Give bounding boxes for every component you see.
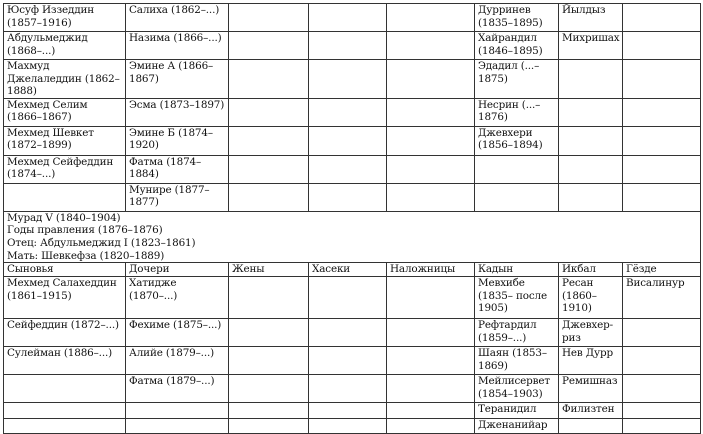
upper-cell-daughters: Салиха (1862–...) xyxy=(126,4,229,32)
upper-cell-gozde xyxy=(623,126,701,155)
sultan-name: Мурад V (1840–1904) xyxy=(7,211,121,224)
upper-cell-sons: Мехмед Шевкет (1872–1899) xyxy=(4,126,126,155)
lower-row xyxy=(4,319,701,347)
lower-cell-ikbal: Нев Дурр xyxy=(559,347,623,375)
upper-cell-wives xyxy=(229,155,309,183)
sultan-info-cell xyxy=(4,211,701,262)
upper-cell-daughters: Фатма (1874–1884) xyxy=(126,155,229,183)
lower-cell-concubines xyxy=(387,375,475,403)
lower-cell-sons: Сулейман (1886–...) xyxy=(4,347,126,375)
upper-row xyxy=(4,183,701,211)
upper-cell-concubines xyxy=(387,155,475,183)
upper-cell-sons: Абдульмеджид (1868–...) xyxy=(4,32,126,60)
lower-cell-ikbal: Джевхер-риз xyxy=(559,319,623,347)
lower-cell-daughters: Алийе (1879–...) xyxy=(126,347,229,375)
lower-cell-haseki xyxy=(309,375,387,403)
upper-cell-wives xyxy=(229,98,309,126)
upper-cell-concubines xyxy=(387,60,475,99)
upper-cell-gozde xyxy=(623,183,701,211)
lower-cell-concubines xyxy=(387,403,475,419)
lower-cell-haseki xyxy=(309,403,387,419)
header-ikbal: Икбал xyxy=(559,263,623,277)
upper-cell-kadin xyxy=(475,155,559,183)
upper-cell-wives xyxy=(229,183,309,211)
lower-cell-concubines xyxy=(387,277,475,319)
header-haseki: Хасеки xyxy=(309,263,387,277)
sultan-mother: Мать: Шевкефза (1820–1889) xyxy=(7,249,165,262)
lower-cell-haseki xyxy=(309,319,387,347)
lower-row xyxy=(4,375,701,403)
upper-row xyxy=(4,4,701,32)
upper-cell-kadin: Дурринев (1835–1895) xyxy=(475,4,559,32)
genealogy-table xyxy=(3,3,701,434)
lower-cell-sons xyxy=(4,403,126,419)
upper-row xyxy=(4,98,701,126)
upper-cell-kadin xyxy=(475,183,559,211)
lower-cell-kadin: Теранидил xyxy=(475,403,559,419)
lower-cell-kadin: Рефтардил (1859–...) xyxy=(475,319,559,347)
lower-row xyxy=(4,419,701,434)
header-sons: Сыновья xyxy=(4,263,126,277)
lower-cell-wives xyxy=(229,403,309,419)
lower-cell-gozde xyxy=(623,319,701,347)
lower-cell-kadin: Шаян (1853–1869) xyxy=(475,347,559,375)
upper-cell-concubines xyxy=(387,183,475,211)
upper-cell-ikbal xyxy=(559,183,623,211)
lower-cell-sons: Сейфеддин (1872–...) xyxy=(4,319,126,347)
lower-cell-wives xyxy=(229,347,309,375)
lower-cell-daughters xyxy=(126,419,229,434)
upper-cell-ikbal: Йылдыз xyxy=(559,4,623,32)
lower-row xyxy=(4,277,701,319)
lower-cell-ikbal: Ресан (1860–1910) xyxy=(559,277,623,319)
upper-cell-ikbal xyxy=(559,126,623,155)
lower-cell-sons xyxy=(4,375,126,403)
upper-row xyxy=(4,32,701,60)
upper-cell-daughters: Назима (1866–...) xyxy=(126,32,229,60)
upper-cell-daughters: Эмине А (1866–1867) xyxy=(126,60,229,99)
upper-cell-ikbal xyxy=(559,98,623,126)
upper-cell-concubines xyxy=(387,4,475,32)
lower-cell-haseki xyxy=(309,419,387,434)
upper-cell-ikbal: Михришах xyxy=(559,32,623,60)
upper-cell-ikbal xyxy=(559,60,623,99)
upper-row xyxy=(4,60,701,99)
lower-row xyxy=(4,403,701,419)
upper-cell-gozde xyxy=(623,32,701,60)
upper-cell-haseki xyxy=(309,183,387,211)
lower-cell-gozde xyxy=(623,419,701,434)
upper-cell-kadin: Джевхери (1856–1894) xyxy=(475,126,559,155)
header-daughters: Дочери xyxy=(126,263,229,277)
upper-cell-concubines xyxy=(387,126,475,155)
upper-row xyxy=(4,155,701,183)
upper-cell-ikbal xyxy=(559,155,623,183)
upper-cell-gozde xyxy=(623,60,701,99)
lower-cell-sons: Мехмед Салахеддин (1861–1915) xyxy=(4,277,126,319)
lower-cell-daughters xyxy=(126,403,229,419)
upper-section xyxy=(4,4,701,212)
upper-cell-daughters: Мунире (1877–1877) xyxy=(126,183,229,211)
lower-section xyxy=(4,277,701,434)
upper-cell-wives xyxy=(229,32,309,60)
lower-cell-wives xyxy=(229,319,309,347)
lower-cell-kadin: Дженанийар xyxy=(475,419,559,434)
upper-cell-sons: Мехмед Сейфеддин (1874–...) xyxy=(4,155,126,183)
lower-cell-kadin: Мейлисервет (1854–1903) xyxy=(475,375,559,403)
lower-cell-haseki xyxy=(309,277,387,319)
upper-cell-wives xyxy=(229,126,309,155)
lower-cell-concubines xyxy=(387,419,475,434)
sultan-info-row xyxy=(4,211,701,262)
upper-cell-gozde xyxy=(623,4,701,32)
header-kadin: Кадын xyxy=(475,263,559,277)
upper-cell-haseki xyxy=(309,155,387,183)
header-concubines: Наложницы xyxy=(387,263,475,277)
upper-cell-sons: Юсуф Иззеддин (1857–1916) xyxy=(4,4,126,32)
upper-cell-concubines xyxy=(387,32,475,60)
upper-cell-haseki xyxy=(309,98,387,126)
upper-cell-sons: Мехмед Селим (1866–1867) xyxy=(4,98,126,126)
sultan-info-section xyxy=(4,211,701,276)
upper-cell-gozde xyxy=(623,155,701,183)
header-wives: Жены xyxy=(229,263,309,277)
lower-cell-kadin: Мевхибе (1835– после 1905) xyxy=(475,277,559,319)
lower-cell-sons xyxy=(4,419,126,434)
lower-cell-daughters: Фатма (1879–...) xyxy=(126,375,229,403)
lower-cell-daughters: Фехиме (1875–...) xyxy=(126,319,229,347)
lower-cell-wives xyxy=(229,419,309,434)
upper-cell-concubines xyxy=(387,98,475,126)
upper-cell-haseki xyxy=(309,32,387,60)
sultan-reign: Годы правления (1876–1876) xyxy=(7,224,163,237)
sultan-father: Отец: Абдульмеджид I (1823–1861) xyxy=(7,236,196,249)
lower-cell-gozde: Висалинур xyxy=(623,277,701,319)
lower-cell-ikbal: Ремишназ xyxy=(559,375,623,403)
upper-cell-gozde xyxy=(623,98,701,126)
column-header-row xyxy=(4,263,701,277)
upper-cell-kadin: Несрин (...–1876) xyxy=(475,98,559,126)
lower-cell-wives xyxy=(229,375,309,403)
upper-cell-haseki xyxy=(309,60,387,99)
lower-cell-ikbal xyxy=(559,419,623,434)
upper-cell-daughters: Эмине Б (1874–1920) xyxy=(126,126,229,155)
lower-cell-gozde xyxy=(623,347,701,375)
upper-cell-kadin: Хайрандил (1846–1895) xyxy=(475,32,559,60)
genealogy-document xyxy=(3,3,701,434)
lower-cell-gozde xyxy=(623,403,701,419)
lower-cell-wives xyxy=(229,277,309,319)
lower-cell-daughters: Хатидже (1870–...) xyxy=(126,277,229,319)
upper-cell-haseki xyxy=(309,4,387,32)
upper-cell-wives xyxy=(229,60,309,99)
lower-row xyxy=(4,347,701,375)
lower-cell-ikbal: Филизтен xyxy=(559,403,623,419)
upper-cell-daughters: Эсма (1873–1897) xyxy=(126,98,229,126)
upper-cell-sons: Махмуд Джелаледдин (1862–1888) xyxy=(4,60,126,99)
header-gozde: Гёзде xyxy=(623,263,701,277)
upper-cell-wives xyxy=(229,4,309,32)
upper-cell-haseki xyxy=(309,126,387,155)
lower-cell-gozde xyxy=(623,375,701,403)
lower-cell-concubines xyxy=(387,319,475,347)
upper-row xyxy=(4,126,701,155)
lower-cell-haseki xyxy=(309,347,387,375)
upper-cell-sons xyxy=(4,183,126,211)
lower-cell-concubines xyxy=(387,347,475,375)
upper-cell-kadin: Эдадил (...–1875) xyxy=(475,60,559,99)
